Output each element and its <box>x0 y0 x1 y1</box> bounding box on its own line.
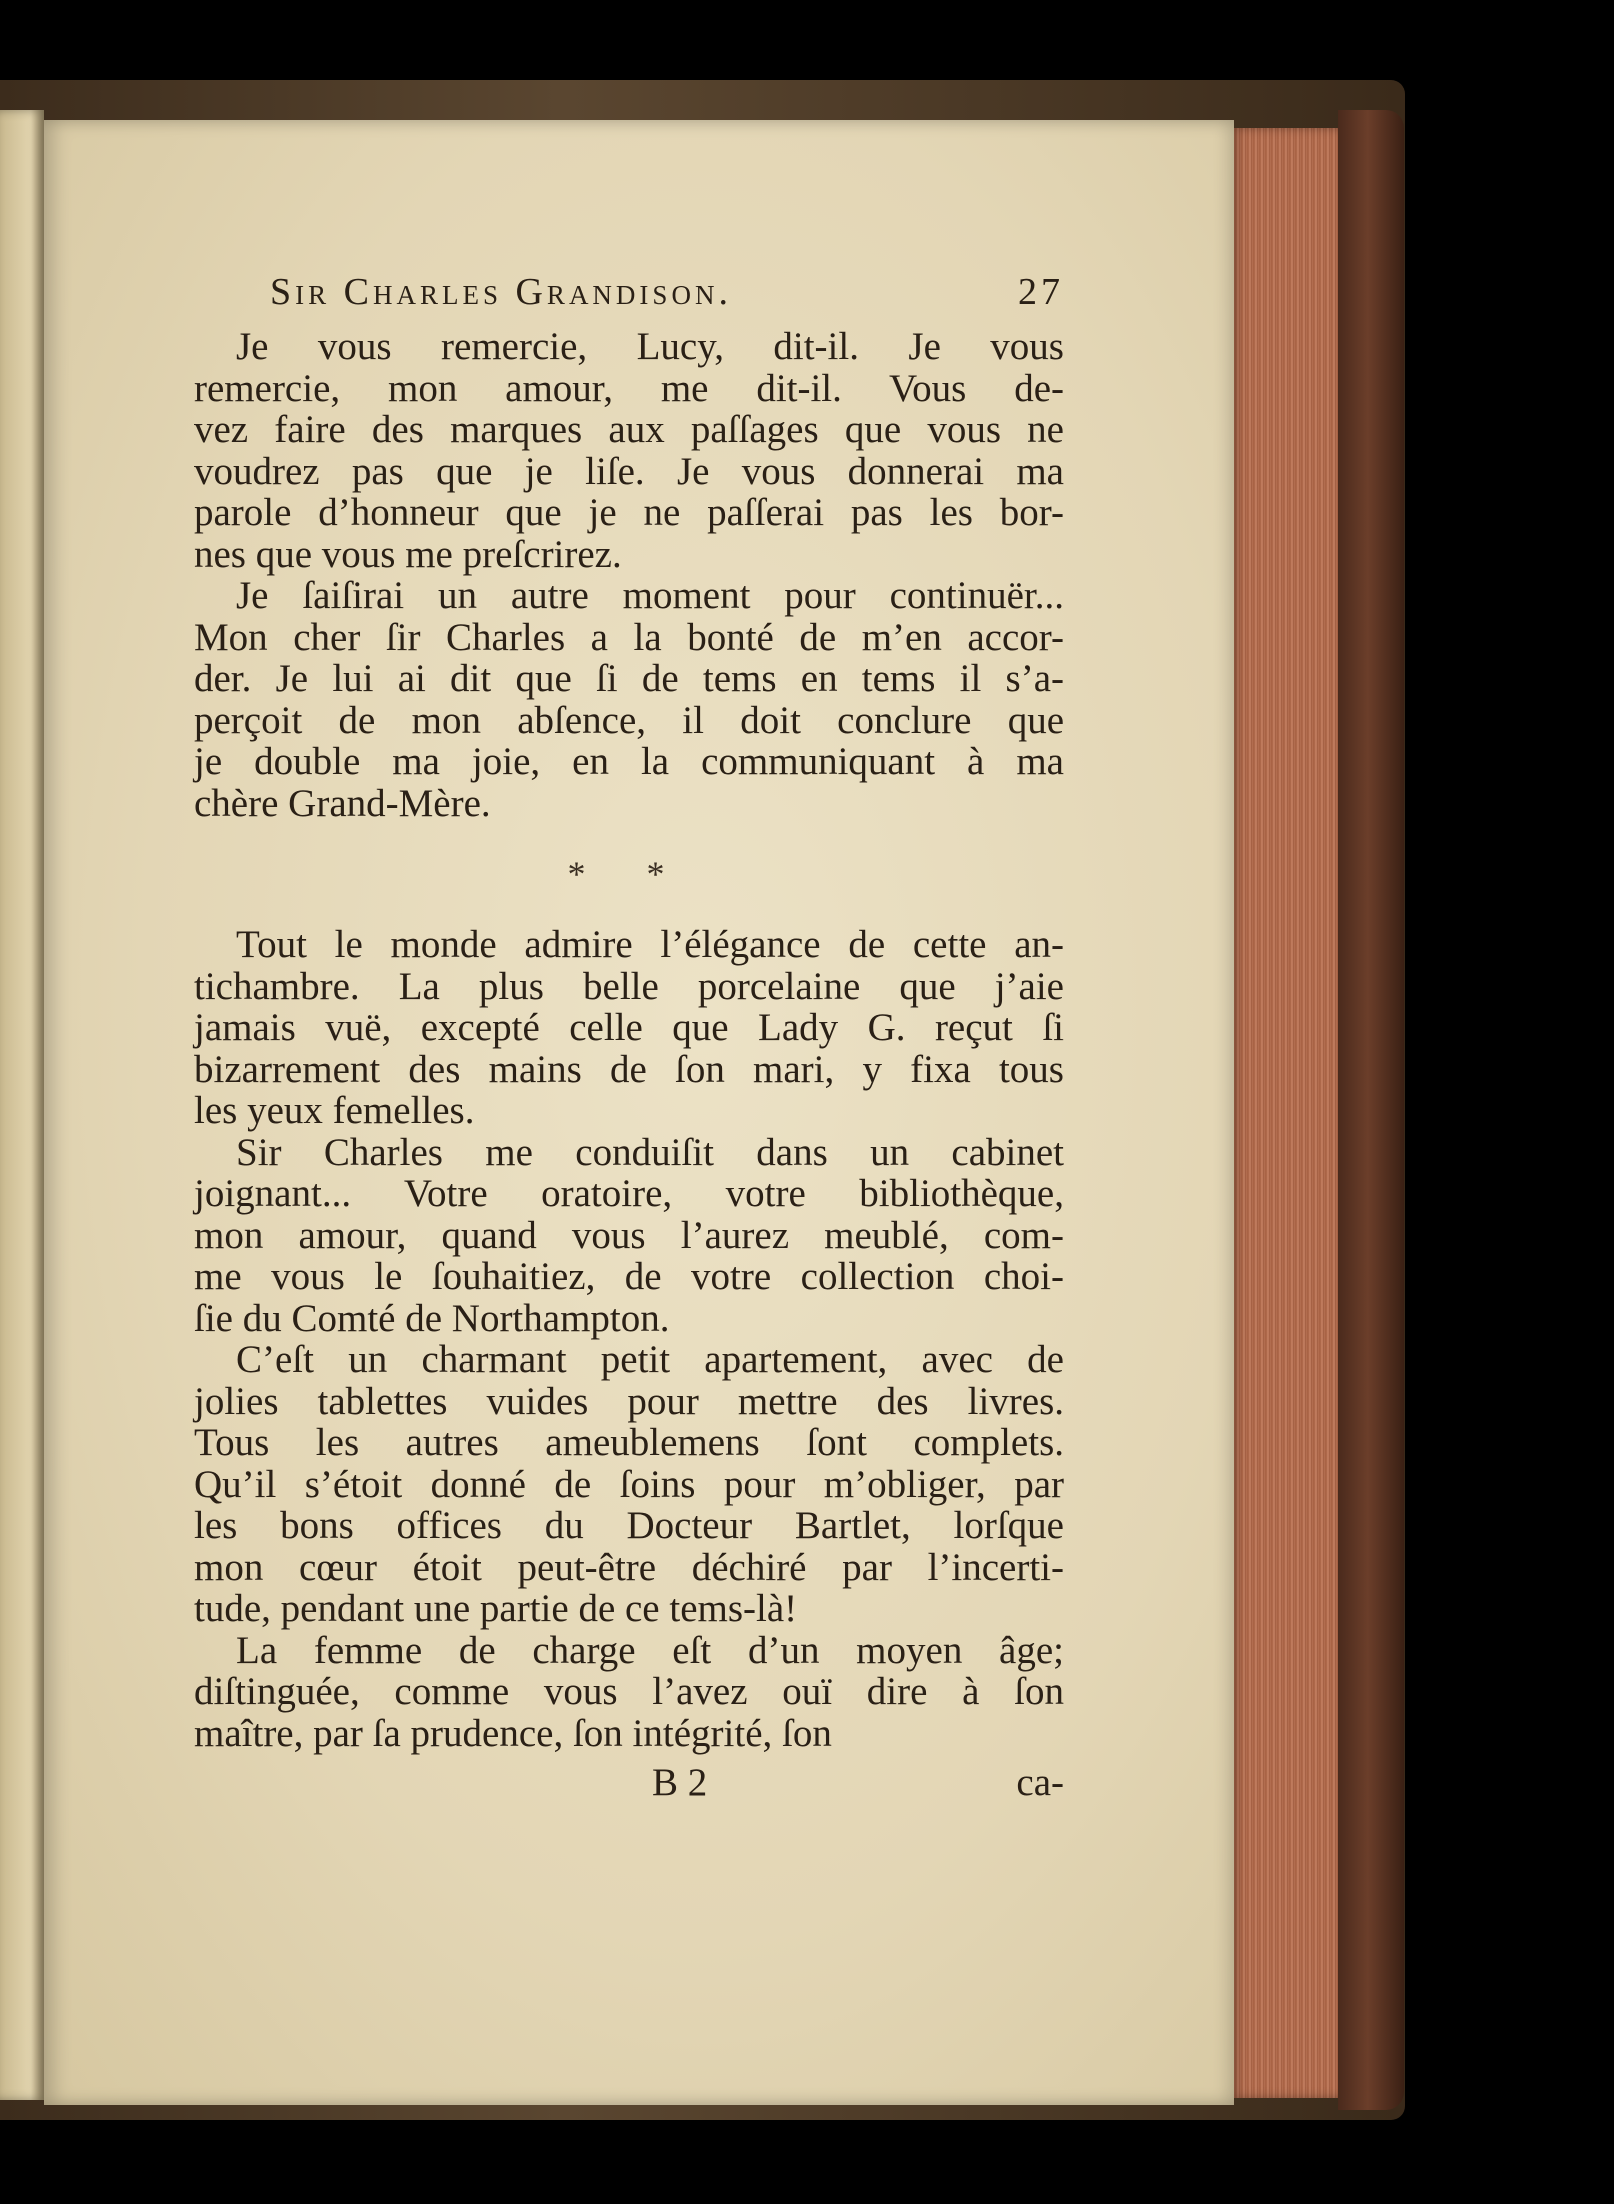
page-number: 27 <box>1018 271 1064 313</box>
text-line: remercie, mon amour, me dit-il. Vous de- <box>194 366 1064 410</box>
text-line: Sir Charles me conduiſit dans un cabinet <box>236 1130 1064 1174</box>
paragraph <box>194 326 1064 575</box>
running-head-title: Sir Charles Grandison. <box>270 271 732 313</box>
text-line: je double ma joie, en la communiquant à ma <box>194 740 1064 783</box>
text-line: mon amour, quand vous l’aurez meublé, com- <box>194 1213 1064 1257</box>
paragraph <box>194 1630 1064 1755</box>
text-line: vez faire des marques aux paſſages que vous ne <box>194 408 1064 451</box>
paragraphs-after-separator <box>194 924 1064 1754</box>
text-line: joignant... Votre oratoire, votre bibliothèque, <box>194 1172 1064 1215</box>
running-head <box>194 270 1064 326</box>
text-line: diſtinguée, comme vous l’avez ouï dire à ſon <box>194 1670 1064 1713</box>
text-line: Tout le monde admire l’élégance de cette an- <box>236 923 1064 966</box>
text-line: Qu’il s’étoit donné de ſoins pour m’obliger, par <box>194 1462 1064 1506</box>
text-block <box>194 270 1064 1810</box>
signature-mark: B 2 <box>652 1761 708 1804</box>
text-line: ſie du Comté de Northampton. <box>194 1296 670 1340</box>
text-line: Je ſaiſirai un autre moment pour continuër... <box>236 574 1064 617</box>
paragraph <box>194 1339 1064 1630</box>
text-line: chère Grand-Mère. <box>194 781 491 825</box>
text-line: tude, pendant une partie de ce tems-là! <box>194 1587 798 1630</box>
text-line: parole d’honneur que je ne paſſerai pas les bor- <box>194 491 1064 534</box>
text-line: les yeux femelles. <box>194 1089 475 1132</box>
paragraph <box>194 924 1064 1132</box>
page-footer <box>194 1760 1064 1810</box>
text-line: C’eſt un charmant petit apartement, avec de <box>236 1338 1064 1381</box>
paragraphs-before-separator <box>194 326 1064 824</box>
book-page <box>44 120 1234 2105</box>
text-line: Tous les autres ameublemens ſont complets. <box>194 1421 1064 1464</box>
text-line: tichambre. La plus belle porcelaine que j’aie <box>194 964 1064 1008</box>
catchword: ca- <box>1016 1761 1064 1804</box>
paragraph <box>194 1132 1064 1340</box>
text-line: Je vous remercie, Lucy, dit-il. Je vous <box>236 325 1064 368</box>
text-line: Mon cher ſir Charles a la bonté de m’en accor- <box>194 615 1064 659</box>
text-line: les bons offices du Docteur Bartlet, lorſque <box>194 1504 1064 1547</box>
facing-page-edge <box>0 110 44 2100</box>
text-line: der. Je lui ai dit que ſi de tems en tems il s’a- <box>194 657 1064 700</box>
page-block-edges <box>1228 128 1338 2098</box>
text-line: jamais vuë, excepté celle que Lady G. reçut ſi <box>194 1006 1064 1049</box>
text-line: jolies tablettes vuides pour mettre des livres. <box>194 1379 1064 1423</box>
text-line: perçoit de mon abſence, il doit conclure que <box>194 698 1064 742</box>
text-line: me vous le ſouhaitiez, de votre collection choi- <box>194 1255 1064 1298</box>
text-line: bizarrement des mains de ſon mari, y fixa tous <box>194 1047 1064 1091</box>
section-separator: * * <box>567 854 691 894</box>
text-line: La femme de charge eſt d’un moyen âge; <box>236 1628 1064 1672</box>
text-line: maître, par ſa prudence, ſon intégrité, ſon <box>194 1711 832 1755</box>
text-line: mon cœur étoit peut-être déchiré par l’incerti- <box>194 1545 1064 1589</box>
book-binding <box>1338 110 1404 2110</box>
paragraph <box>194 575 1064 824</box>
text-line: voudrez pas que je liſe. Je vous donnerai ma <box>194 449 1064 493</box>
text-line: nes que vous me preſcrirez. <box>194 532 622 576</box>
